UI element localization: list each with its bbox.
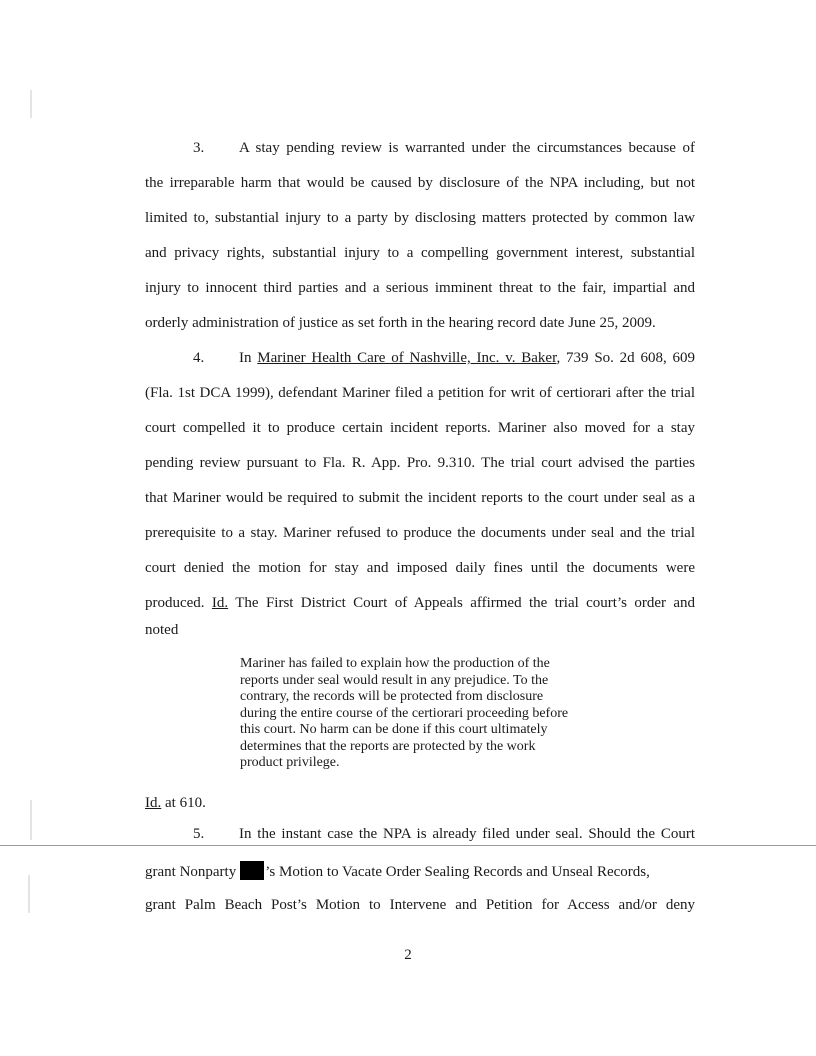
paragraph-line: noted [145, 622, 179, 638]
paragraph-line: orderly administration of justice as set forth in the hearing record date June 25, 2009. [145, 315, 656, 331]
scan-artifact [28, 875, 30, 913]
paragraph-line: prerequisite to a stay. Mariner refused to produce the documents under seal and the trial [145, 525, 695, 541]
paragraph-line: grant Nonparty ’s Motion to Vacate Order Sealing Records and Unseal Records, [145, 861, 695, 881]
paragraph-line: pending review pursuant to Fla. R. App. Pro. 9.310. The trial court advised the parties [145, 455, 695, 471]
paragraph-number: 4. [193, 350, 205, 366]
paragraph-line: 4. In Mariner Health Care of Nashville, Inc. v. Baker, 739 So. 2d 608, 609 [193, 350, 695, 366]
paragraph-line: court denied the motion for stay and imposed daily fines until the documents were [145, 560, 695, 576]
redaction-block [240, 861, 264, 880]
quote-line: this court. No harm can be done if this court ultimately [240, 722, 548, 737]
paragraph-line: court compelled it to produce certain incident reports. Mariner also moved for a stay [145, 420, 695, 436]
paragraph-line: and privacy rights, substantial injury to a compelling government interest, substantial [145, 245, 695, 261]
quote-line: determines that the reports are protected by the work [240, 738, 536, 754]
paragraph-line: (Fla. 1st DCA 1999), defendant Mariner filed a petition for writ of certiorari after the trial [145, 385, 695, 401]
paragraph-line: injury to innocent third parties and a serious imminent threat to the fair, impartial and [145, 280, 695, 296]
paragraph-line: limited to, substantial injury to a party by disclosing matters protected by common law [145, 210, 695, 226]
quote-line: Mariner has failed to explain how the production of the [240, 656, 550, 671]
quote-line: contrary, the records will be protected from disclosure [240, 689, 544, 704]
paragraph-number: 5. [193, 826, 205, 842]
paragraph-line: 5. In the instant case the NPA is already filed under seal. Should the Court [193, 826, 695, 842]
paragraph-number: 3. [193, 140, 205, 156]
quote-line: during the entire course of the certiorari proceeding before [240, 705, 569, 721]
paragraph-line: 3. A stay pending review is warranted under the circumstances because of [193, 140, 695, 156]
paragraph-line: produced. Id. The First District Court of Appeals affirmed the trial court’s order and [145, 595, 695, 611]
paragraph-line: the irreparable harm that would be caused by disclosure of the NPA including, but not [145, 175, 695, 191]
id-citation: Id. [211, 595, 229, 611]
page-number: 2 [404, 947, 412, 963]
scan-line-divider [0, 845, 816, 846]
paragraph-line: grant Palm Beach Post’s Motion to Intervene and Petition for Access and/or deny [145, 897, 695, 913]
id-citation: Id. [145, 795, 162, 811]
block-quote [240, 656, 608, 772]
scan-artifact [30, 800, 32, 840]
citation-line: Id. at 610. [145, 795, 206, 811]
scan-artifact [30, 90, 32, 118]
paragraph-line: that Mariner would be required to submit the incident reports to the court under seal as a [145, 490, 695, 506]
quote-line: product privilege. [240, 755, 340, 770]
case-citation: Mariner Health Care of Nashville, Inc. v. Baker [257, 350, 557, 366]
quote-line: reports under seal would result in any prejudice. To the [240, 672, 549, 688]
